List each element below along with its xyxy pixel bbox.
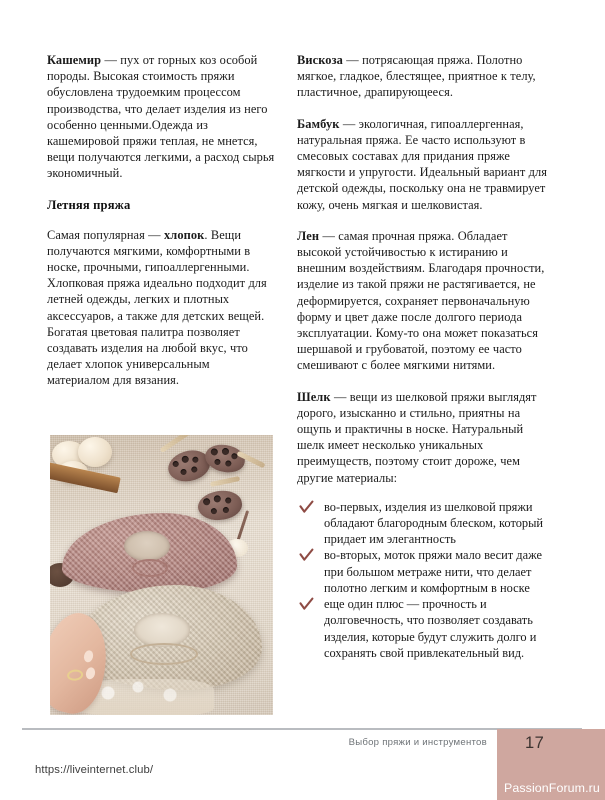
footer-section-caption: Выбор пряжи и инструментов bbox=[348, 737, 487, 748]
paragraph-cotton-text-after: . Вещи получаются мягкими, комфортными в носке, прочными, гипоаллергенными. Хлопковая пряжа идеально подходит для летней одежды, легких и плотных аксессуаров, а также для детских вещей. Богатая цветовая палитра позволяет создавать изделия на любой вкус, что делает хлопок универсальным материалом для вязания. bbox=[47, 227, 267, 388]
paragraph-linen bbox=[297, 228, 547, 374]
right-column bbox=[297, 52, 547, 661]
yarn-ball-icon bbox=[78, 437, 112, 467]
watermark-brand: PassionForum.ru bbox=[504, 781, 600, 795]
term-bamboo: Бамбук bbox=[297, 116, 340, 131]
photo-crochet-baby-tops bbox=[50, 435, 273, 715]
term-linen: Лен bbox=[297, 228, 320, 243]
paragraph-cashmere bbox=[47, 52, 275, 182]
paragraph-bamboo bbox=[297, 116, 547, 213]
list-item bbox=[297, 499, 547, 548]
list-item bbox=[297, 596, 547, 661]
list-item bbox=[297, 547, 547, 596]
paragraph-silk-text: — вещи из шелковой пряжи выглядят дорого, изысканно и стильно, приятны на ощупь и практичны в носке. Натуральный шелк имеет несколько уникальных преимуществ, поэтому стоит дороже, чем другие материалы: bbox=[297, 389, 537, 485]
paragraph-linen-text: — самая прочная пряжа. Обладает высокой устойчивостью к истиранию и внешним воздействиям. Благодаря прочности, изделие из такой пряжи не растягивается, не деформируется, сохраняет первоначальную форму и цвет даже после долгого периода эксплуатации. Кому-то она может показаться шершавой и грубоватой, поэтому ее часто смешивают с более мягкими нитями. bbox=[297, 228, 545, 373]
paragraph-cashmere-text: — пух от горных коз особой породы. Высокая стоимость пряжи обусловлена трудоемким процессом производства, что делает изделия из него особенно ценными.Одежда из кашемировой пряжи теплая, не мнется, вещи получаются легкими, а расход сырья экономичный. bbox=[47, 53, 275, 181]
paragraph-cotton-text-before: Самая популярная — bbox=[47, 227, 164, 242]
subheading-summer-yarn: Летняя пряжа bbox=[47, 197, 131, 212]
page-number: 17 bbox=[525, 734, 545, 752]
check-icon bbox=[299, 597, 314, 612]
paragraph-viscose-text: — потрясающая пряжа. Полотно мягкое, гладкое, блестящее, приятное к телу, пластичное, драпирующееся. bbox=[297, 53, 536, 100]
paragraph-silk bbox=[297, 389, 547, 486]
paragraph-cotton bbox=[47, 227, 275, 389]
list-item-text: во-первых, изделия из шелковой пряжи обладают благородным блеском, который придает им элегантность bbox=[324, 499, 544, 547]
paragraph-bamboo-text: — экологичная, гипоаллергенная, натуральная пряжа. Ее часто используют в смесовых составах для придания пряже мягкости и упругости. Идеальный вариант для детской одежды, поскольку она не травмирует кожу, очень мягкая и шелковистая. bbox=[297, 116, 547, 212]
check-icon bbox=[299, 500, 314, 515]
silk-benefits-list bbox=[297, 499, 547, 661]
term-cashmere: Кашемир bbox=[47, 53, 102, 67]
source-url: https://liveinternet.club/ bbox=[35, 764, 154, 776]
term-cotton: хлопок bbox=[163, 227, 205, 242]
ring-icon bbox=[67, 669, 84, 682]
list-item-text: во-вторых, моток пряжи мало весит даже при большом метраже нити, что делает полотно легким и комфортным в носке bbox=[324, 548, 543, 595]
check-icon bbox=[299, 548, 314, 563]
term-silk: Шелк bbox=[297, 389, 331, 404]
page-number-block bbox=[497, 729, 605, 800]
article-photo bbox=[50, 435, 273, 715]
list-item-text: еще один плюс — прочность и долговечность, что позволяет создавать изделия, которые будут служить долго и сохранять свой привлекательный вид. bbox=[324, 597, 537, 660]
paragraph-viscose bbox=[297, 52, 547, 101]
left-column bbox=[47, 52, 275, 404]
term-viscose: Вискоза bbox=[297, 53, 343, 67]
